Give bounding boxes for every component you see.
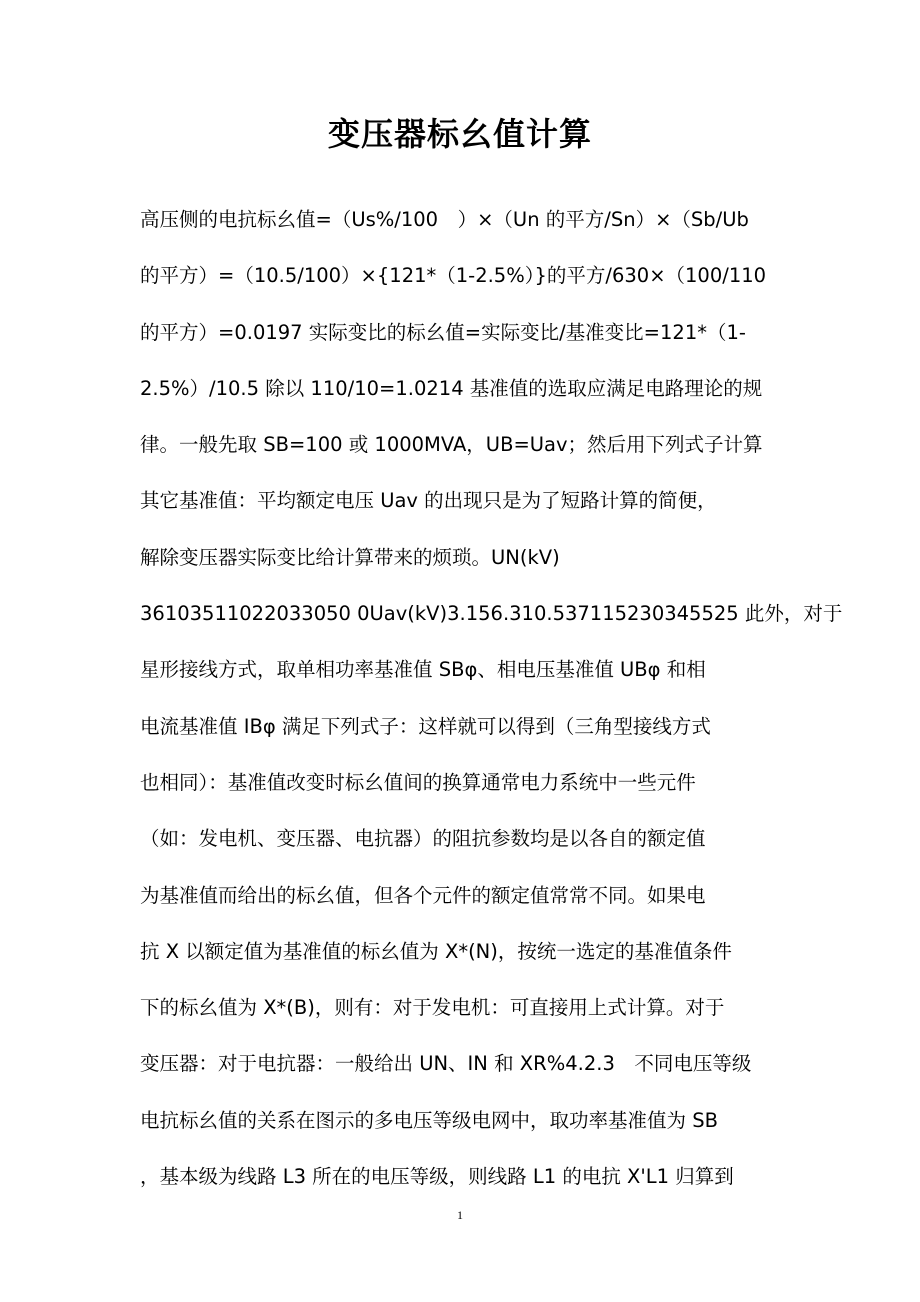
body-line: 其它基准值：平均额定电压 Uav 的出现只是为了短路计算的简便，: [140, 489, 717, 513]
body-line: 的平方）=（10.5/100）×{121*（1-2.5%）}的平方/630×（100/110: [140, 264, 767, 288]
body-line: 律。一般先取 SB=100 或 1000MVA，UB=Uav；然后用下列式子计算: [140, 433, 763, 457]
body-line: （如：发电机、变压器、电抗器）的阻抗参数均是以各自的额定值: [140, 827, 706, 851]
body-line: 电流基准值 IBφ 满足下列式子：这样就可以得到（三角型接线方式: [140, 714, 711, 738]
body-line: ，基本级为线路 L3 所在的电压等级，则线路 L1 的电抗 X'L1 归算到: [140, 1165, 734, 1189]
body-line: 电抗标幺值的关系在图示的多电压等级电网中，取功率基准值为 SB: [140, 1108, 718, 1132]
body-line: 2.5%）/10.5 除以 110/10=1.0214 基准值的选取应满足电路理论的规: [140, 376, 763, 400]
body-line: 星形接线方式，取单相功率基准值 SBφ、相电压基准值 UBφ 和相: [140, 658, 706, 682]
body-line: 为基准值而给出的标幺值，但各个元件的额定值常常不同。如果电: [140, 883, 706, 907]
body-line: 36103511022033050 0Uav(kV)3.156.310.537115230345525 此外，对于: [140, 602, 843, 626]
page-number: 1: [457, 1208, 463, 1222]
body-line: 下的标幺值为 X*(B)，则有：对于发电机：可直接用上式计算。对于: [140, 996, 725, 1020]
body-line: 解除变压器实际变比给计算带来的烦琐。UN(kV): [140, 545, 560, 569]
document-title: 变压器标幺值计算: [327, 115, 592, 153]
body-line: 抗 X 以额定值为基准值的标幺值为 X*(N)，按统一选定的基准值条件: [140, 939, 732, 963]
body-line: 变压器：对于电抗器：一般给出 UN、IN 和 XR%4.2.3 不同电压等级: [140, 1052, 752, 1076]
body-line: 的平方）=0.0197 实际变比的标幺值=实际变比/基准变比=121*（1-: [140, 320, 746, 344]
body-line: 高压侧的电抗标幺值=（Us%/100 ）×（Un 的平方/Sn）×（Sb/Ub: [140, 208, 749, 231]
body-line: 也相同）：基准值改变时标幺值间的换算通常电力系统中一些元件: [140, 770, 696, 794]
document-body: [140, 192, 843, 1205]
